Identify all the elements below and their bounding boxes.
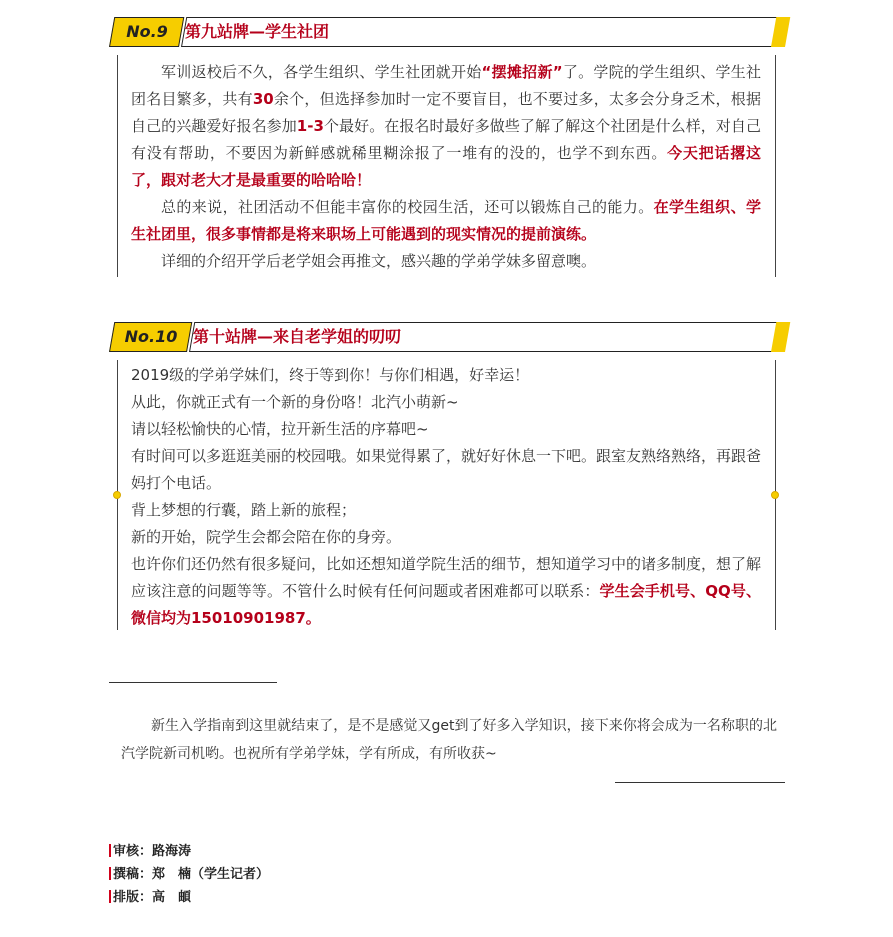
credit-marker	[109, 890, 111, 903]
section10-line-1: 2019级的学弟学妹们，终于等到你！与你们相遇，好幸运！	[131, 366, 530, 384]
section10-number: No.10	[124, 327, 178, 346]
section9-left-border	[117, 55, 118, 277]
section10-header	[109, 322, 785, 352]
credit-layout: 排版：高 頔	[109, 886, 191, 909]
section9-body	[131, 59, 761, 275]
section9-title: 第九站牌—学生社团	[185, 22, 330, 41]
section9-paragraph-3: 详细的介绍开学后老学姐会再推文，感兴趣的学弟学妹多留意噢。	[161, 252, 597, 270]
section10-line-5: 背上梦想的行囊，踏上新的旅程；	[131, 501, 357, 519]
section10-line-2: 从此，你就正式有一个新的身份咯！北汽小萌新~	[131, 393, 459, 411]
closing-paragraph: 新生入学指南到这里就结束了，是不是感觉又get到了好多入学知识，接下来你将会成为一名称职的北汽学院新司机哟。也祝所有学弟学妹，学有所成，有所收获~	[121, 718, 777, 762]
credit-marker	[109, 867, 111, 880]
section10-line-4: 有时间可以多逛逛美丽的校园哦。如果觉得累了，就好好休息一下吧。跟室友熟络熟络，再跟爸妈打个电话。	[131, 447, 762, 492]
credit-reviewer: 审核：路海涛	[109, 840, 191, 863]
credit-writer: 撰稿：郑 楠（学生记者）	[109, 863, 269, 886]
section9-header	[109, 17, 785, 47]
closing-bottom-divider	[615, 782, 785, 783]
section9-right-border	[775, 55, 776, 277]
closing-paragraph-block	[121, 712, 777, 768]
right-dot-marker	[771, 491, 779, 499]
section10-body	[131, 362, 761, 632]
section9-paragraph-1: 军训返校后不久，各学生组织、学生社团就开始“摆摊招新”了。学院的学生组织、学生社团名目繁多，共有30余个，但选择参加时一定不要盲目，也不要过多，太多会分身乏术，根据自己的兴趣爱好报名参加1-3个最好。在报名时最好多做些了解了解这个社团是什么样，对自己有没有帮助，不要因为新鲜感就稀里糊涂报了一堆有的没的，也学不到东西。今天把话撂这了，跟对老大才是最重要的哈哈哈！	[131, 63, 761, 189]
left-dot-marker	[113, 491, 121, 499]
section9-paragraph-2: 总的来说，社团活动不但能丰富你的校园生活，还可以锻炼自己的能力。在学生组织、学生社团里，很多事情都是将来职场上可能遇到的现实情况的提前演练。	[131, 198, 761, 243]
section9-number: No.9	[126, 22, 168, 41]
section10-contact-paragraph: 也许你们还仍然有很多疑问，比如还想知道学院生活的细节，想知道学习中的诸多制度，想了解应该注意的问题等等。不管什么时候有任何问题或者困难都可以联系：学生会手机号、QQ号、微信均为15010901987。	[131, 555, 762, 627]
section10-line-3: 请以轻松愉快的心情，拉开新生活的序幕吧~	[131, 420, 429, 438]
credit-marker	[109, 844, 111, 857]
section10-line-6: 新的开始，院学生会都会陪在你的身旁。	[131, 528, 402, 546]
closing-top-divider	[109, 682, 277, 683]
section10-title: 第十站牌—来自老学姐的叨叨	[193, 327, 402, 346]
